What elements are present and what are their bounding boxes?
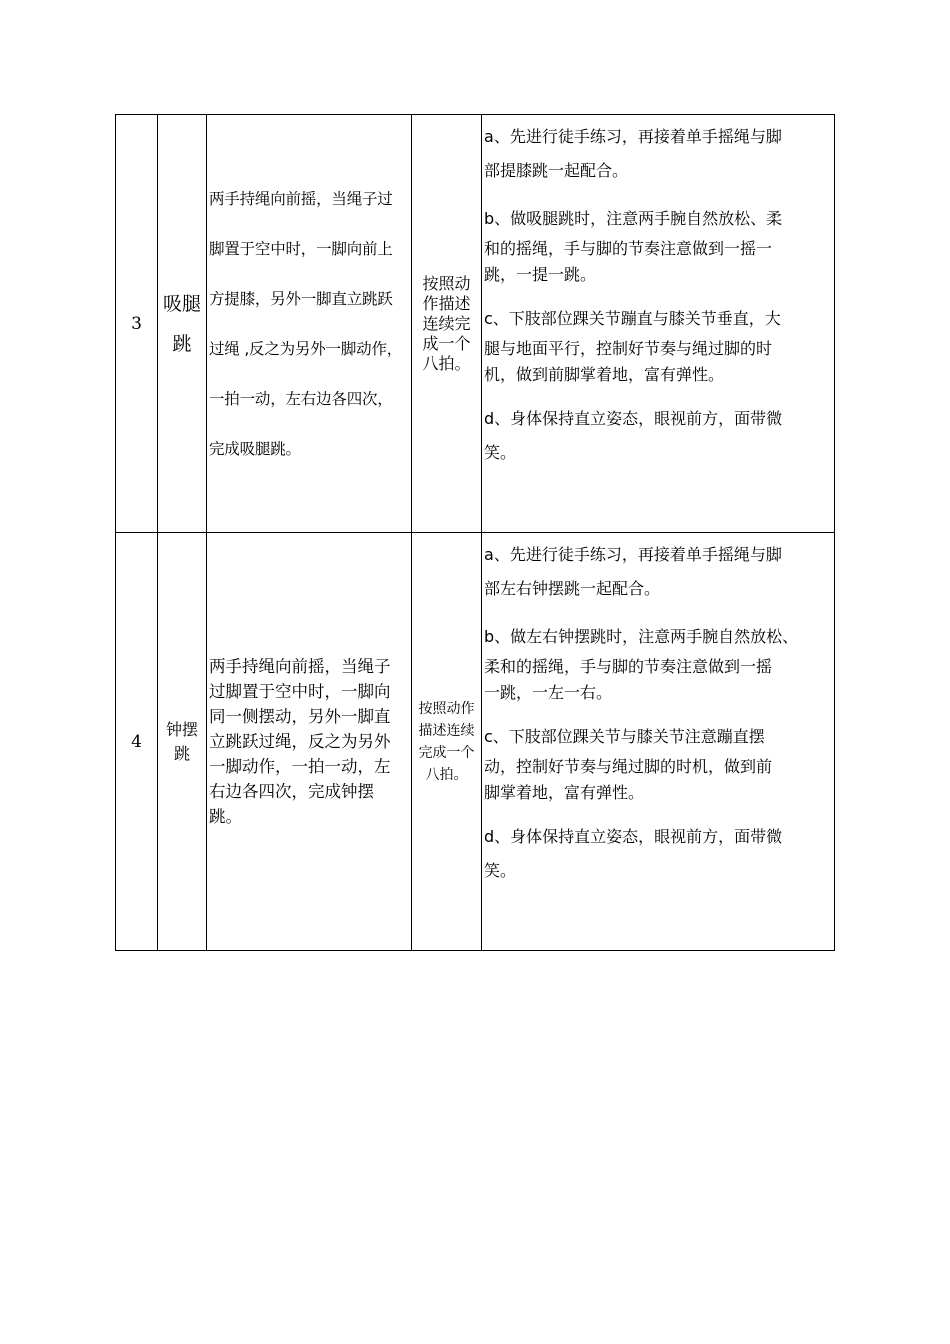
row-number: 3 xyxy=(116,115,158,533)
exercise-table xyxy=(115,114,835,951)
tip-line: 柔和的摇绳，手与脚的节奏注意做到一摇 xyxy=(484,657,773,676)
tip-item xyxy=(484,720,834,806)
description-line: 一拍一动，左右边各四次， xyxy=(209,389,393,408)
exercise-description xyxy=(207,115,412,533)
tip-letter: c xyxy=(484,309,493,328)
tip-line: 、先进行徒手练习，再接着单手摇绳与脚 xyxy=(493,545,782,564)
description-line: 跳。 xyxy=(209,807,242,826)
tip-line: 、下肢部位踝关节蹦直与膝关节垂直，大 xyxy=(492,309,781,328)
requirement-text: 按照动作描述连续完成一个八拍。 xyxy=(418,700,475,783)
tip-letter: d xyxy=(484,827,495,846)
table-row xyxy=(116,115,835,533)
tip-item xyxy=(484,302,834,388)
tip-letter: d xyxy=(484,409,495,428)
tip-letter: a xyxy=(484,127,494,146)
description-line: 过脚置于空中时，一脚向 xyxy=(209,682,391,701)
tip-letter: c xyxy=(484,727,493,746)
tips-cell xyxy=(482,533,835,951)
exercise-name: 钟摆跳 xyxy=(165,719,198,763)
exercise-name-cell xyxy=(158,115,207,533)
table-row xyxy=(116,533,835,951)
description-line: 一脚动作，一拍一动，左 xyxy=(209,757,391,776)
tip-letter: b xyxy=(484,209,495,228)
tip-letter: b xyxy=(484,627,495,646)
tip-line: 部提膝跳一起配合。 xyxy=(484,161,629,180)
tip-line: 笑。 xyxy=(484,443,517,462)
tip-item xyxy=(484,202,834,288)
tip-letter: a xyxy=(484,545,494,564)
description-line: 过绳 ,反之为另外一脚动作， xyxy=(209,339,403,358)
tip-line: 、做左右钟摆跳时，注意两手腕自然放松、 xyxy=(494,627,799,646)
description-line: 脚置于空中时，一脚向前上 xyxy=(209,239,393,258)
tip-item xyxy=(484,120,834,188)
tip-line: 部左右钟摆跳一起配合。 xyxy=(484,579,661,598)
tip-line: 、做吸腿跳时，注意两手腕自然放松、柔 xyxy=(494,209,783,228)
tip-item xyxy=(484,538,834,606)
tip-line: 腿与地面平行，控制好节奏与绳过脚的时 xyxy=(484,339,773,358)
description-line: 两手持绳向前摇，当绳子 xyxy=(209,657,391,676)
row-number: 4 xyxy=(116,533,158,951)
exercise-name-cell xyxy=(158,533,207,951)
tip-line: 、先进行徒手练习，再接着单手摇绳与脚 xyxy=(493,127,782,146)
tip-line: 、身体保持直立姿态，眼视前方，面带微 xyxy=(494,827,783,846)
requirement-cell xyxy=(412,533,482,951)
tip-line: 脚掌着地，富有弹性。 xyxy=(484,783,645,802)
tip-line: 笑。 xyxy=(484,861,517,880)
requirement-text: 按照动作描述连续完成一个八拍。 xyxy=(422,273,471,373)
tip-line: 跳，一提一跳。 xyxy=(484,265,597,284)
tip-line: 、下肢部位踝关节与膝关节注意蹦直摆 xyxy=(492,727,765,746)
exercise-description xyxy=(207,533,412,951)
description-line: 两手持绳向前摇，当绳子过 xyxy=(209,189,393,208)
tips-cell xyxy=(482,115,835,533)
tip-item xyxy=(484,402,834,470)
description-line: 右边各四次，完成钟摆 xyxy=(209,782,374,801)
tip-line: 、身体保持直立姿态，眼视前方，面带微 xyxy=(494,409,783,428)
requirement-cell xyxy=(412,115,482,533)
tip-line: 一跳，一左一右。 xyxy=(484,683,613,702)
tip-line: 机，做到前脚掌着地，富有弹性。 xyxy=(484,365,725,384)
tip-line: 和的摇绳，手与脚的节奏注意做到一摇一 xyxy=(484,239,773,258)
exercise-name: 吸腿跳 xyxy=(162,292,201,355)
description-line: 同一侧摆动，另外一脚直 xyxy=(209,707,391,726)
tip-item xyxy=(484,820,834,888)
tip-item xyxy=(484,620,834,706)
description-line: 完成吸腿跳。 xyxy=(209,439,301,458)
description-line: 立跳跃过绳，反之为另外 xyxy=(209,732,391,751)
description-line: 方提膝，另外一脚直立跳跃 xyxy=(209,289,393,308)
tip-line: 动，控制好节奏与绳过脚的时机，做到前 xyxy=(484,757,773,776)
